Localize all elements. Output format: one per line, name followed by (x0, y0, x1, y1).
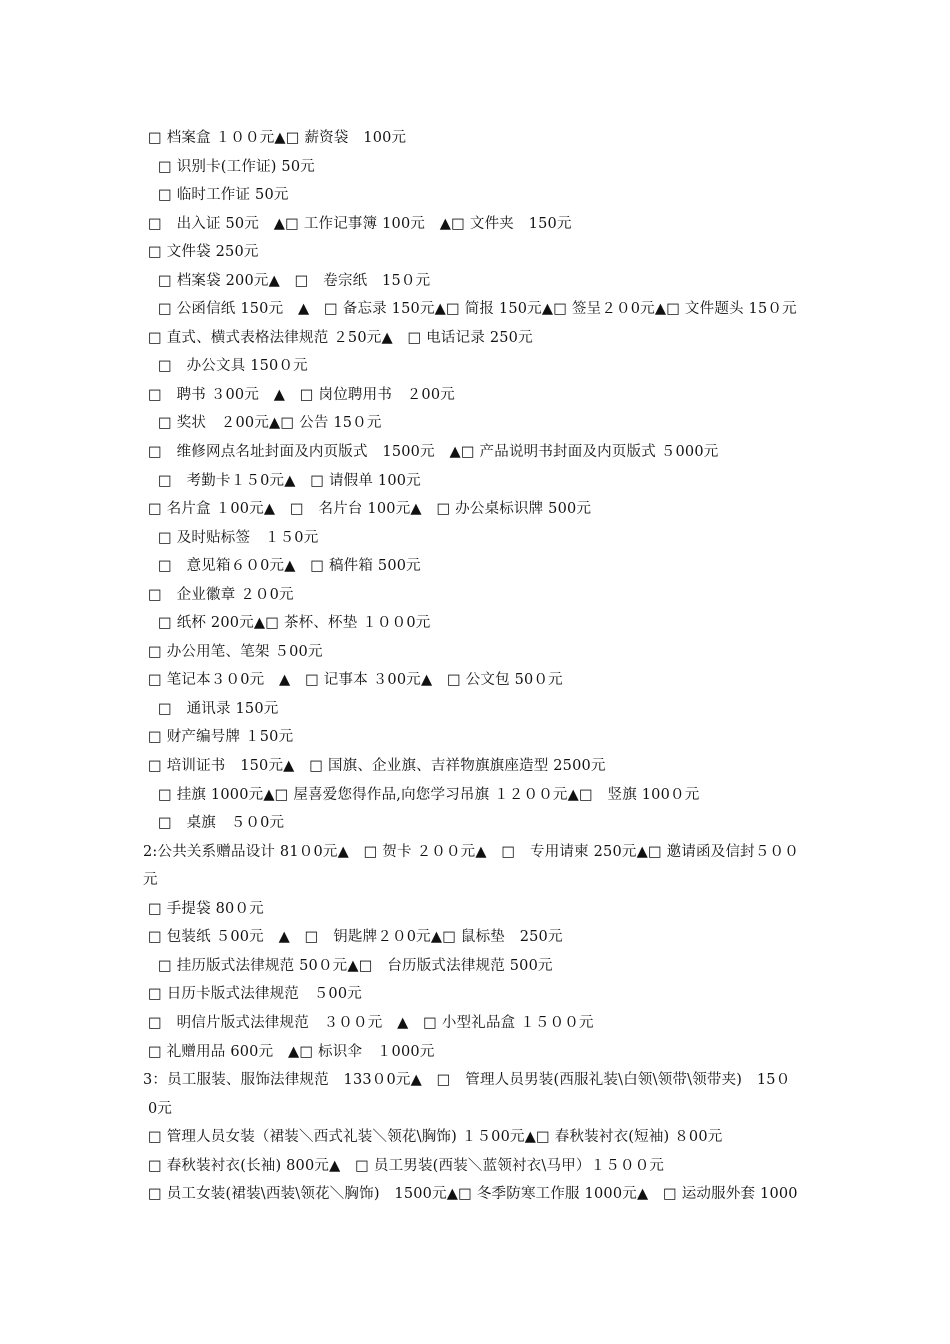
section-heading-continuation: 元 (143, 872, 158, 889)
list-item: □ 春秋装衬衣(长袖) 800元▲ □ 员工男装(西装＼蓝领衬衣\马甲）１５００元 (148, 1157, 665, 1174)
list-item: □ 管理人员女装（裙装＼西式礼装＼领花\胸饰) １５00元▲□ 春秋装衬衣(短袖) ８00元 (148, 1129, 723, 1146)
list-item: □ 手提袋 80０元 (148, 900, 264, 917)
list-item: □ 名片盒 １00元▲ □ 名片台 100元▲ □ 办公桌标识牌 500元 (148, 501, 592, 518)
list-item: □ 档案盒 １００元▲□ 薪资袋 100元 (148, 130, 407, 146)
list-item: □ 企业徽章 ２０0元 (148, 586, 294, 603)
list-item: □ 档案袋 200元▲ □ 卷宗纸 15０元 (158, 272, 431, 289)
list-item: □ 及时贴标签 １５0元 (158, 529, 319, 546)
list-item: □ 笔记本３０0元 ▲ □ 记事本 ３00元▲ □ 公文包 50０元 (148, 672, 563, 689)
list-item: □ 礼赠用品 600元 ▲□ 标识伞 １000元 (148, 1043, 435, 1060)
list-item: □ 奖状 ２00元▲□ 公告 15０元 (158, 415, 382, 432)
list-item: □ 包装纸 ５00元 ▲ □ 钥匙牌２０0元▲□ 鼠标垫 250元 (148, 929, 563, 946)
list-item: □ 出入证 50元 ▲□ 工作记事簿 100元 ▲□ 文件夹 150元 (148, 215, 572, 232)
section-heading: 3：员工服装、服饰法律规范 133０0元▲ □ 管理人员男装(西服礼装\白领\领带\领带夹) 15０ (143, 1072, 791, 1089)
list-item: □ 公函信纸 150元 ▲ □ 备忘录 150元▲□ 简报 150元▲□ 签呈２０0元▲□ 文件题头 15０元 (158, 301, 797, 318)
list-item: □ 识别卡(工作证) 50元 (158, 158, 315, 175)
list-item: □ 直式、横式表格法律规范 ２50元▲ □ 电话记录 250元 (148, 329, 533, 346)
list-item: □ 桌旗 ５０0元 (158, 815, 285, 832)
list-item: □ 挂历版式法律规范 50０元▲□ 台历版式法律规范 500元 (158, 957, 553, 974)
list-item: □ 考勤卡１５0元▲ □ 请假单 100元 (158, 472, 421, 489)
list-item: □ 纸杯 200元▲□ 茶杯、杯垫 １００0元 (158, 615, 431, 632)
list-item: □ 通讯录 150元 (158, 700, 279, 717)
list-item: □ 办公用笔、笔架 ５00元 (148, 643, 323, 660)
list-item: □ 聘书 ３00元 ▲ □ 岗位聘用书 ２00元 (148, 386, 455, 403)
list-item: □ 文件袋 250元 (148, 244, 259, 261)
list-item: □ 明信片版式法律规范 ３００元 ▲ □ 小型礼品盒 １５００元 (148, 1014, 594, 1031)
list-item: □ 财产编号牌 １50元 (148, 729, 294, 746)
list-item: □ 挂旗 1000元▲□ 屋喜爱您得作品,向您学习吊旗 １２００元▲□ 竖旗 100０元 (158, 786, 700, 803)
list-item: □ 维修网点名址封面及内页版式 1500元 ▲□ 产品说明书封面及内页版式 ５000元 (148, 444, 719, 461)
section-heading-continuation: 0元 (148, 1100, 173, 1117)
section-heading: 2:公共关系赠品设计 81０0元▲ □ 贺卡 ２００元▲ □ 专用请柬 250元▲□ 邀请函及信封５００ (143, 843, 799, 860)
list-item: □ 培训证书 150元▲ □ 国旗、企业旗、吉祥物旗旗座造型 2500元 (148, 758, 606, 775)
list-item: □ 员工女装(裙装\西装\领花＼胸饰) 1500元▲□ 冬季防寒工作服 1000元▲ □ 运动服外套 1000 (148, 1186, 798, 1203)
list-item: □ 办公文具 150０元 (158, 358, 308, 375)
list-item: □ 日历卡版式法律规范 ５00元 (148, 986, 362, 1003)
list-item: □ 临时工作证 50元 (158, 187, 289, 204)
budget-list (0, 124, 950, 1209)
list-item: □ 意见箱６０0元▲ □ 稿件箱 500元 (158, 558, 421, 575)
